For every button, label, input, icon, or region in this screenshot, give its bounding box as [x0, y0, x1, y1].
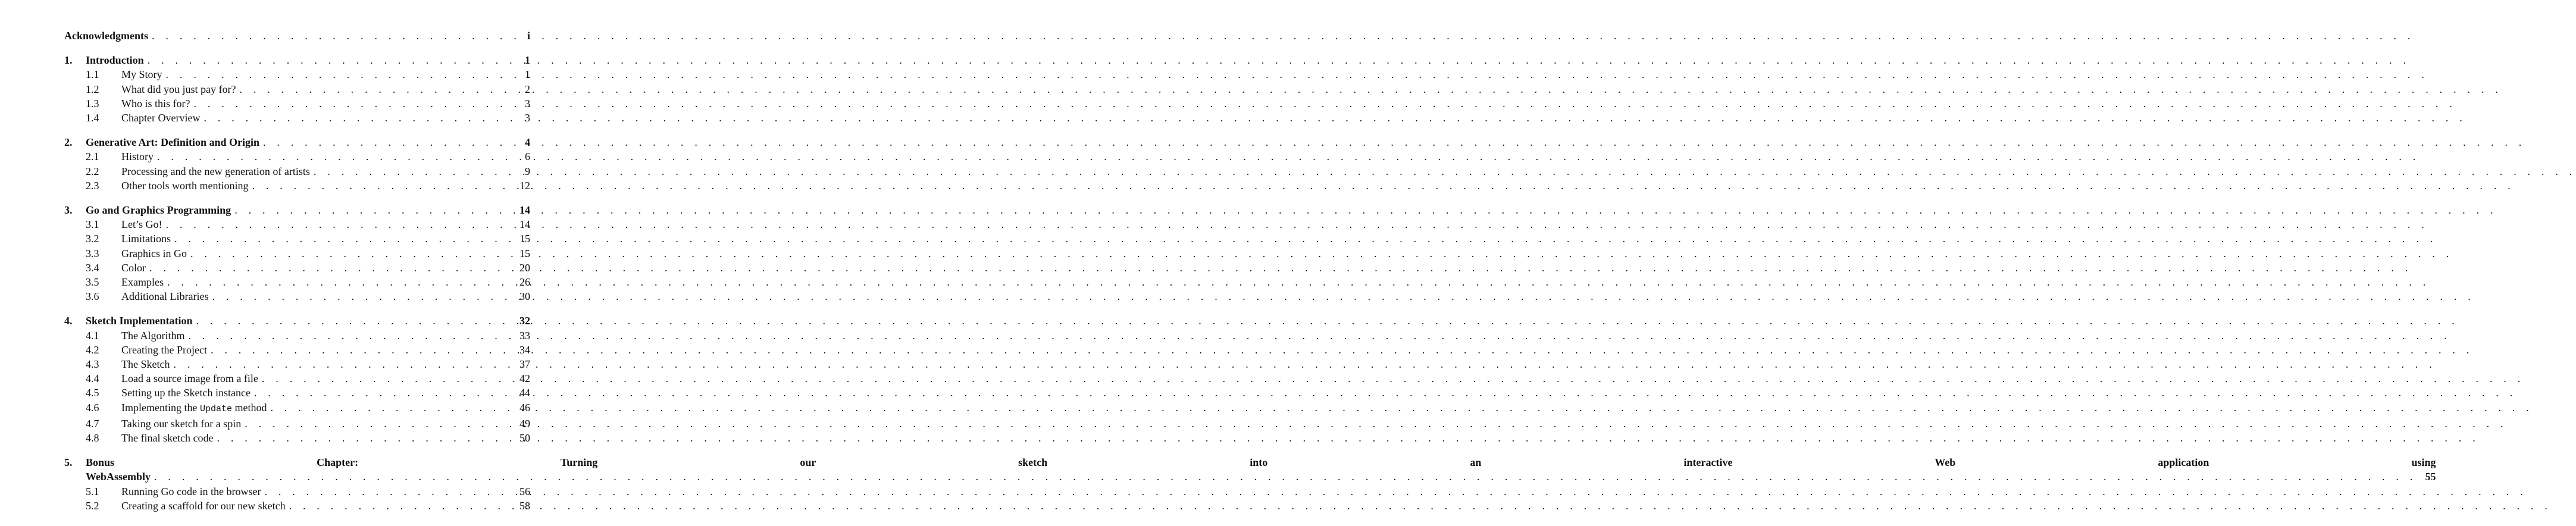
toc-page-number: 55	[2425, 471, 2436, 483]
toc-section-4-4[interactable]	[64, 371, 530, 386]
dot-leader	[264, 484, 511, 499]
section-title: Chapter Overview	[121, 112, 201, 124]
chapter-number: 5.	[64, 456, 73, 469]
dot-leader	[167, 275, 511, 289]
dot-leader	[262, 371, 511, 386]
section-number: 4.7	[86, 417, 99, 430]
toc-section-4-3[interactable]	[64, 357, 530, 371]
section-number: 1.1	[86, 68, 99, 81]
dot-leader	[245, 417, 511, 431]
section-title: Additional Libraries	[121, 290, 209, 303]
section-title: Graphics in Go	[121, 247, 187, 259]
toc-page-number: 20	[519, 261, 530, 274]
toc-section-1-4[interactable]	[64, 111, 530, 125]
section-title: Limitations	[121, 233, 171, 245]
toc-page-number: 6	[525, 151, 530, 163]
dot-leader	[165, 217, 511, 231]
toc-section-2-3[interactable]	[64, 179, 530, 193]
section-title: Taking our sketch for a spin	[121, 417, 242, 430]
dot-leader	[174, 231, 511, 246]
toc-chapter-1[interactable]	[64, 53, 530, 67]
dot-leader	[157, 149, 511, 164]
toc-entry-acknowledgments[interactable]	[64, 29, 530, 43]
dot-leader	[190, 246, 511, 261]
section-number: 1.4	[86, 112, 99, 124]
dot-leader	[263, 135, 511, 149]
dot-leader	[189, 328, 512, 343]
section-title: Creating a scaffold for our new sketch	[121, 499, 286, 512]
toc-section-1-1[interactable]	[64, 67, 530, 82]
chapter-title-line-1: Bonus Chapter: Turning our sketch into an interactive Web application using	[86, 456, 2436, 469]
toc-page-number: 2	[525, 83, 530, 95]
section-title-text: Implementing the	[121, 401, 198, 414]
chapter-number: 3.	[64, 204, 73, 217]
table-of-contents	[64, 29, 2436, 513]
section-number: 2.2	[86, 165, 99, 177]
section-title: Setting up the Sketch instance	[121, 387, 251, 399]
toc-chapter-2[interactable]	[64, 135, 530, 149]
chapter-number: 2.	[64, 136, 73, 149]
dot-leader	[204, 111, 511, 125]
chapter-title: Sketch Implementation	[86, 315, 193, 327]
dot-leader	[217, 431, 511, 445]
section-title: History	[121, 151, 154, 163]
toc-section-3-1[interactable]	[64, 217, 530, 231]
section-number: 1.2	[86, 83, 99, 95]
toc-page-number: 46	[519, 401, 530, 414]
toc-section-3-6[interactable]	[64, 289, 530, 303]
section-title: The Algorithm	[121, 329, 185, 342]
chapter-number: 4.	[64, 315, 73, 327]
section-number: 5.1	[86, 485, 99, 497]
section-number: 4.3	[86, 358, 99, 371]
dot-leader	[152, 29, 511, 43]
toc-section-4-1[interactable]	[64, 328, 530, 343]
dot-leader	[289, 499, 511, 513]
toc-section-5-1[interactable]	[64, 484, 530, 499]
toc-page-number: 4	[525, 136, 530, 149]
toc-section-4-2[interactable]	[64, 343, 530, 357]
section-number: 5.2	[86, 499, 99, 512]
dot-leader	[166, 67, 511, 82]
toc-page-number: 14	[519, 204, 530, 217]
toc-section-1-2[interactable]	[64, 82, 530, 96]
section-number: 3.5	[86, 276, 99, 289]
dot-leader	[270, 400, 511, 415]
toc-page-number: 49	[519, 417, 530, 430]
chapter-title: Generative Art: Definition and Origin	[86, 136, 259, 149]
section-title: The final sketch code	[121, 432, 214, 444]
chapter-title: Introduction	[86, 54, 144, 67]
toc-page-number: 15	[519, 233, 530, 245]
toc-section-2-2[interactable]	[64, 164, 530, 179]
dot-leader	[234, 203, 511, 217]
section-number: 4.6	[86, 401, 99, 414]
section-number: 4.2	[86, 343, 99, 356]
toc-title: Acknowledgments	[64, 30, 149, 42]
dot-leader	[314, 164, 511, 179]
dot-leader	[212, 289, 511, 303]
dot-leader	[239, 82, 511, 96]
dot-leader	[148, 53, 511, 67]
toc-page-number: 32	[519, 315, 530, 327]
dot-leader	[173, 357, 511, 371]
section-title: The Sketch	[121, 358, 170, 371]
section-number: 3.4	[86, 261, 99, 274]
toc-page-number: 15	[519, 247, 530, 259]
toc-section-4-8[interactable]	[64, 431, 530, 445]
dot-leader	[252, 179, 511, 193]
section-number: 4.5	[86, 387, 99, 399]
toc-section-5-2[interactable]	[64, 499, 530, 513]
dot-leader	[196, 314, 512, 328]
dot-leader	[193, 96, 511, 111]
toc-page-number: 3	[525, 112, 530, 124]
toc-page-number: 12	[519, 179, 530, 192]
toc-page-number: 44	[519, 387, 530, 399]
toc-page-number: 34	[519, 343, 530, 356]
section-title: Other tools worth mentioning	[121, 179, 249, 192]
section-number: 3.3	[86, 247, 99, 259]
section-number: 3.2	[86, 233, 99, 245]
dot-leader	[154, 469, 2417, 484]
dot-leader	[149, 261, 511, 275]
toc-page-number: 33	[519, 329, 530, 342]
toc-page-number: 50	[519, 432, 530, 444]
toc-page-number: 58	[519, 499, 530, 512]
dot-leader	[254, 386, 511, 400]
toc-section-3-3[interactable]	[64, 246, 530, 261]
section-number: 2.3	[86, 179, 99, 192]
dot-leader	[211, 343, 511, 357]
toc-section-4-6[interactable]	[64, 400, 530, 417]
section-title: Color	[121, 261, 146, 274]
toc-page-number: i	[527, 30, 530, 42]
section-number: 4.4	[86, 372, 99, 385]
toc-page-number: 1	[525, 68, 530, 81]
section-title	[121, 400, 270, 417]
toc-page-number: 42	[519, 372, 530, 385]
toc-section-4-5[interactable]	[64, 386, 530, 400]
section-number: 4.1	[86, 329, 99, 342]
chapter-number: 1.	[64, 54, 73, 67]
inline-code: Update	[199, 403, 232, 414]
toc-page-number: 37	[519, 358, 530, 371]
chapter-title: Go and Graphics Programming	[86, 204, 231, 217]
toc-page-number: 30	[519, 290, 530, 303]
section-title: Running Go code in the browser	[121, 485, 261, 497]
toc-section-3-5[interactable]	[64, 275, 530, 289]
section-title: Load a source image from a file	[121, 372, 258, 385]
toc-section-3-4[interactable]	[64, 261, 530, 275]
section-title: Examples	[121, 276, 164, 289]
chapter-title-line-2: WebAssembly	[86, 471, 151, 483]
section-title: Creating the Project	[121, 343, 207, 356]
section-number: 1.3	[86, 97, 99, 109]
section-number: 4.8	[86, 432, 99, 444]
toc-section-3-2[interactable]	[64, 231, 530, 246]
toc-page-number: 14	[519, 218, 530, 231]
section-title: My Story	[121, 68, 162, 81]
section-number: 3.6	[86, 290, 99, 303]
toc-chapter-5[interactable]	[64, 455, 2436, 484]
toc-page-number: 3	[525, 97, 530, 109]
section-title: Who is this for?	[121, 97, 190, 109]
toc-section-4-7[interactable]	[64, 417, 530, 431]
toc-chapter-4[interactable]	[64, 314, 530, 328]
section-number: 2.1	[86, 151, 99, 163]
toc-section-1-3[interactable]	[64, 96, 530, 111]
toc-chapter-3[interactable]	[64, 203, 530, 217]
section-title: Let’s Go!	[121, 218, 162, 231]
toc-page-number: 9	[525, 165, 530, 177]
section-number: 3.1	[86, 218, 99, 231]
toc-page-number: 56	[519, 485, 530, 497]
toc-page-number: 26	[519, 276, 530, 289]
section-title: Processing and the new generation of artists	[121, 165, 310, 177]
section-title: What did you just pay for?	[121, 83, 236, 95]
toc-page-number: 1	[525, 54, 530, 67]
section-title-text: method	[234, 401, 267, 414]
toc-section-2-1[interactable]	[64, 149, 530, 164]
